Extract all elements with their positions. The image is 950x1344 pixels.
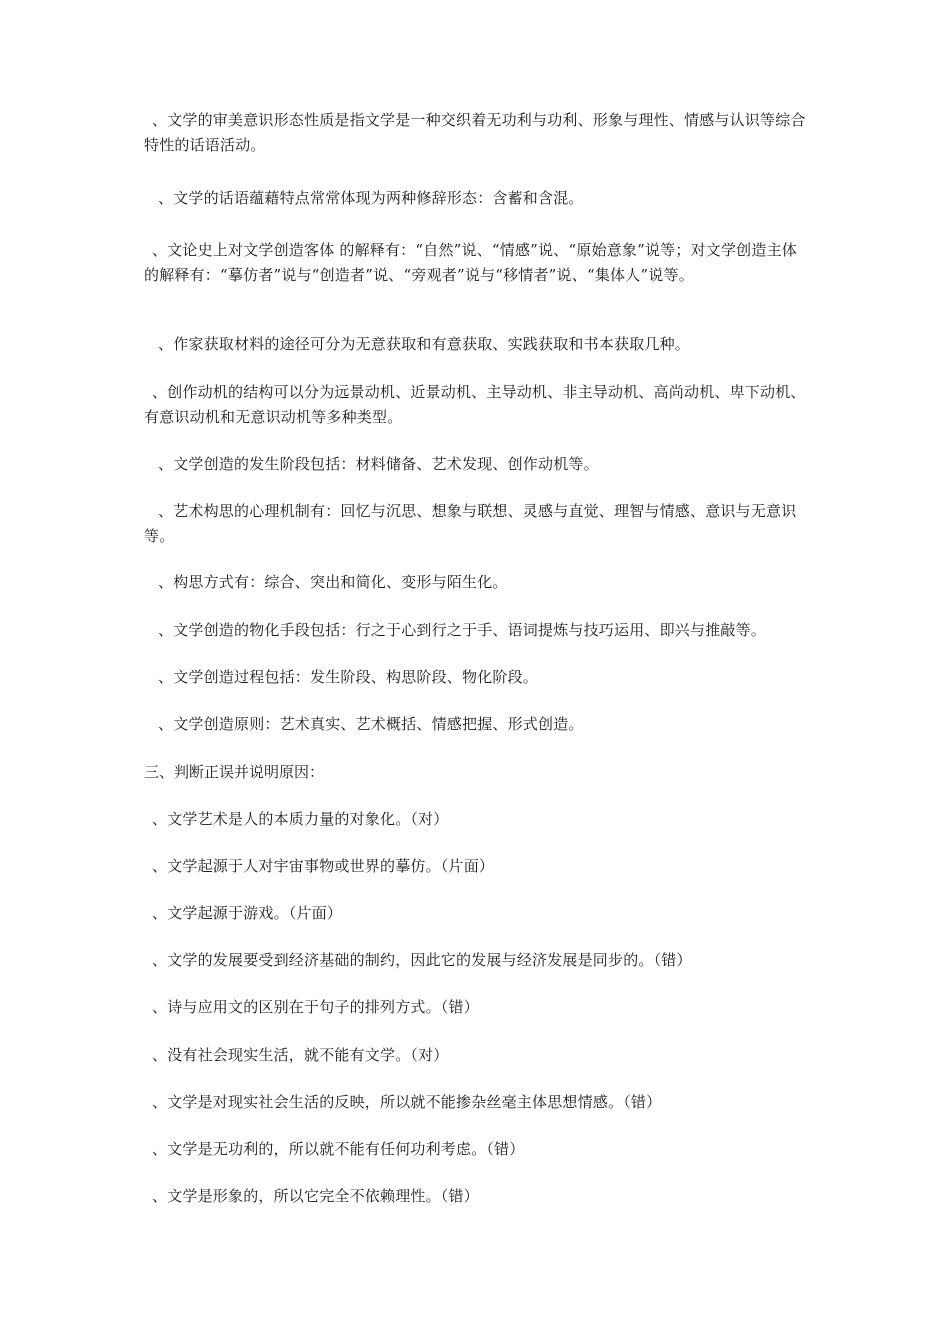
judgment-item-6: 、没有社会现实生活，就不能有文学。（对） bbox=[152, 1046, 449, 1064]
judgment-item-3: 、文学起源于游戏。（片面） bbox=[152, 904, 343, 922]
paragraph-item-10: 、文学创造过程包括：发生阶段、构思阶段、物化阶段。 bbox=[158, 668, 539, 686]
paragraph-item-6: 、文学创造的发生阶段包括：材料储备、艺术发现、创作动机等。 bbox=[158, 455, 599, 473]
judgment-item-5: 、诗与应用文的区别在于句子的排列方式。（错） bbox=[152, 998, 479, 1016]
paragraph-item-1: 、文学的审美意识形态性质是指文学是一种交织着无功利与功利、形象与理性、情感与认识等综合特性的话语活动。 bbox=[144, 111, 806, 154]
judgment-item-7: 、文学是对现实社会生活的反映，所以就不能掺杂丝毫主体思想情感。（错） bbox=[152, 1093, 662, 1111]
paragraph-item-5: 、创作动机的结构可以分为远景动机、近景动机、主导动机、非主导动机、高尚动机、卑下动机、有意识动机和无意识动机等多种类型。 bbox=[144, 383, 806, 426]
judgment-item-9: 、文学是形象的，所以它完全不依赖理性。（错） bbox=[152, 1187, 479, 1205]
paragraph-item-4: 、作家获取材料的途径可分为无意获取和有意获取、实践获取和书本获取几种。 bbox=[158, 335, 691, 353]
judgment-item-4: 、文学的发展要受到经济基础的制约，因此它的发展与经济发展是同步的。（错） bbox=[152, 951, 692, 969]
section-heading: 三、判断正误并说明原因： bbox=[144, 763, 325, 781]
judgment-item-1: 、文学艺术是人的本质力量的对象化。（对） bbox=[152, 810, 449, 828]
paragraph-item-2: 、文学的话语蕴藉特点常常体现为两种修辞形态：含蓄和含混。 bbox=[158, 189, 584, 207]
judgment-item-2: 、文学起源于人对宇宙事物或世界的摹仿。（片面） bbox=[152, 857, 495, 875]
paragraph-item-3: 、文论史上对文学创造客体 的解释有：“自然”说、“情感”说、“原始意象”说等；对文学创造主体的解释有：“摹仿者”说与“创造者”说、“旁观者”说与“移情者”说、“集体人”说等。 bbox=[144, 241, 797, 284]
judgment-item-8: 、文学是无功利的，所以就不能有任何功利考虑。（错） bbox=[152, 1140, 525, 1158]
paragraph-item-11: 、文学创造原则：艺术真实、艺术概括、情感把握、形式创造。 bbox=[158, 715, 584, 733]
paragraph-item-8: 、构思方式有：综合、突出和简化、变形与陌生化。 bbox=[158, 573, 508, 591]
paragraph-item-9: 、文学创造的物化手段包括：行之于心到行之于手、语词提炼与技巧运用、即兴与推敲等。 bbox=[158, 621, 767, 639]
paragraph-item-7: 、艺术构思的心理机制有：回忆与沉思、想象与联想、灵感与直觉、理智与情感、意识与无意识等。 bbox=[144, 502, 797, 545]
